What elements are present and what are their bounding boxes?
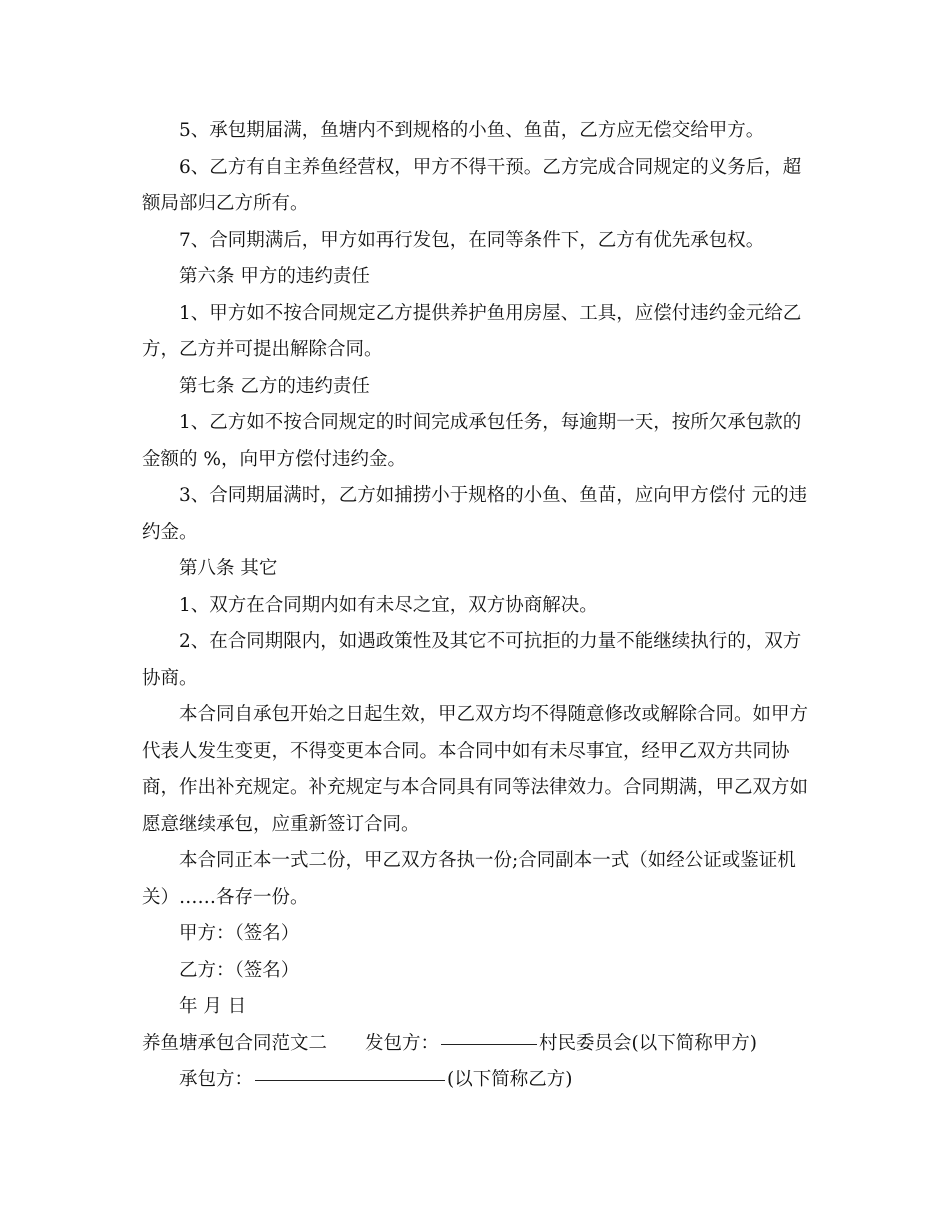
document-body <box>142 113 810 1099</box>
contractor-blank <box>255 1079 445 1081</box>
clause-item-6: 6、乙方有自主养鱼经营权，甲方不得干预。乙方完成合同规定的义务后，超额局部归乙方所有。 <box>142 156 802 214</box>
date-line: 年 月 日 <box>179 996 247 1017</box>
article-7-item-1: 1、乙方如不按合同规定的时间完成承包任务，每逾期一天，按所欠承包款的金额的 %，向甲方偿付违约金。 <box>142 412 802 470</box>
article-8-item-1: 1、双方在合同期内如有未尽之宜，双方协商解决。 <box>179 594 598 616</box>
issuer-label: 发包方： <box>365 1032 440 1054</box>
article-6-title: 第六条 甲方的违约责任 <box>179 266 370 287</box>
article-6-item-1: 1、甲方如不按合同规定乙方提供养护鱼用房屋、工具，应偿付违约金元给乙方，乙方并可提出解除合同。 <box>142 302 802 360</box>
party-b-signature: 乙方：（签名） <box>179 959 300 981</box>
article-7-title: 第七条 乙方的违约责任 <box>179 375 370 397</box>
next-contract-title: 养鱼塘承包合同范文二 <box>142 1032 328 1054</box>
clause-item-7: 7、合同期满后，甲方如再行发包，在同等条件下，乙方有优先承包权。 <box>179 229 765 251</box>
contractor-line <box>142 1062 810 1099</box>
effect-paragraph: 本合同自承包开始之日起生效，甲乙双方均不得随意修改或解除合同。如甲方代表人发生变更，不得变更本合同。本合同中如有未尽事宜，经甲乙双方共同协商，作出补充规定。补充规定与本合同具有同等法律效力。合同期满，甲乙双方如愿意继续承包，应重新签订合同。 <box>142 704 809 835</box>
issuer-line <box>142 1026 810 1063</box>
issuer-suffix: 村民委员会(以下简称甲方) <box>539 1032 757 1054</box>
copies-paragraph: 本合同正本一式二份，甲乙双方各执一份;合同副本一式（如经公证或鉴证机关）……各存一份。 <box>142 850 796 908</box>
article-7-item-3: 3、合同期届满时，乙方如捕捞小于规格的小鱼、鱼苗，应向甲方偿付 元的违约金。 <box>142 485 808 543</box>
article-8-title: 第八条 其它 <box>179 558 278 579</box>
contractor-label: 承包方： <box>179 1069 254 1090</box>
party-a-signature: 甲方：（签名） <box>179 923 300 944</box>
article-8-item-2: 2、在合同期限内，如遇政策性及其它不可抗拒的力量不能继续执行的，双方协商。 <box>142 631 802 689</box>
contractor-suffix: (以下简称乙方) <box>447 1069 573 1090</box>
clause-item-5: 5、承包期届满，鱼塘内不到规格的小鱼、鱼苗，乙方应无偿交给甲方。 <box>179 120 765 141</box>
issuer-blank <box>441 1043 537 1045</box>
